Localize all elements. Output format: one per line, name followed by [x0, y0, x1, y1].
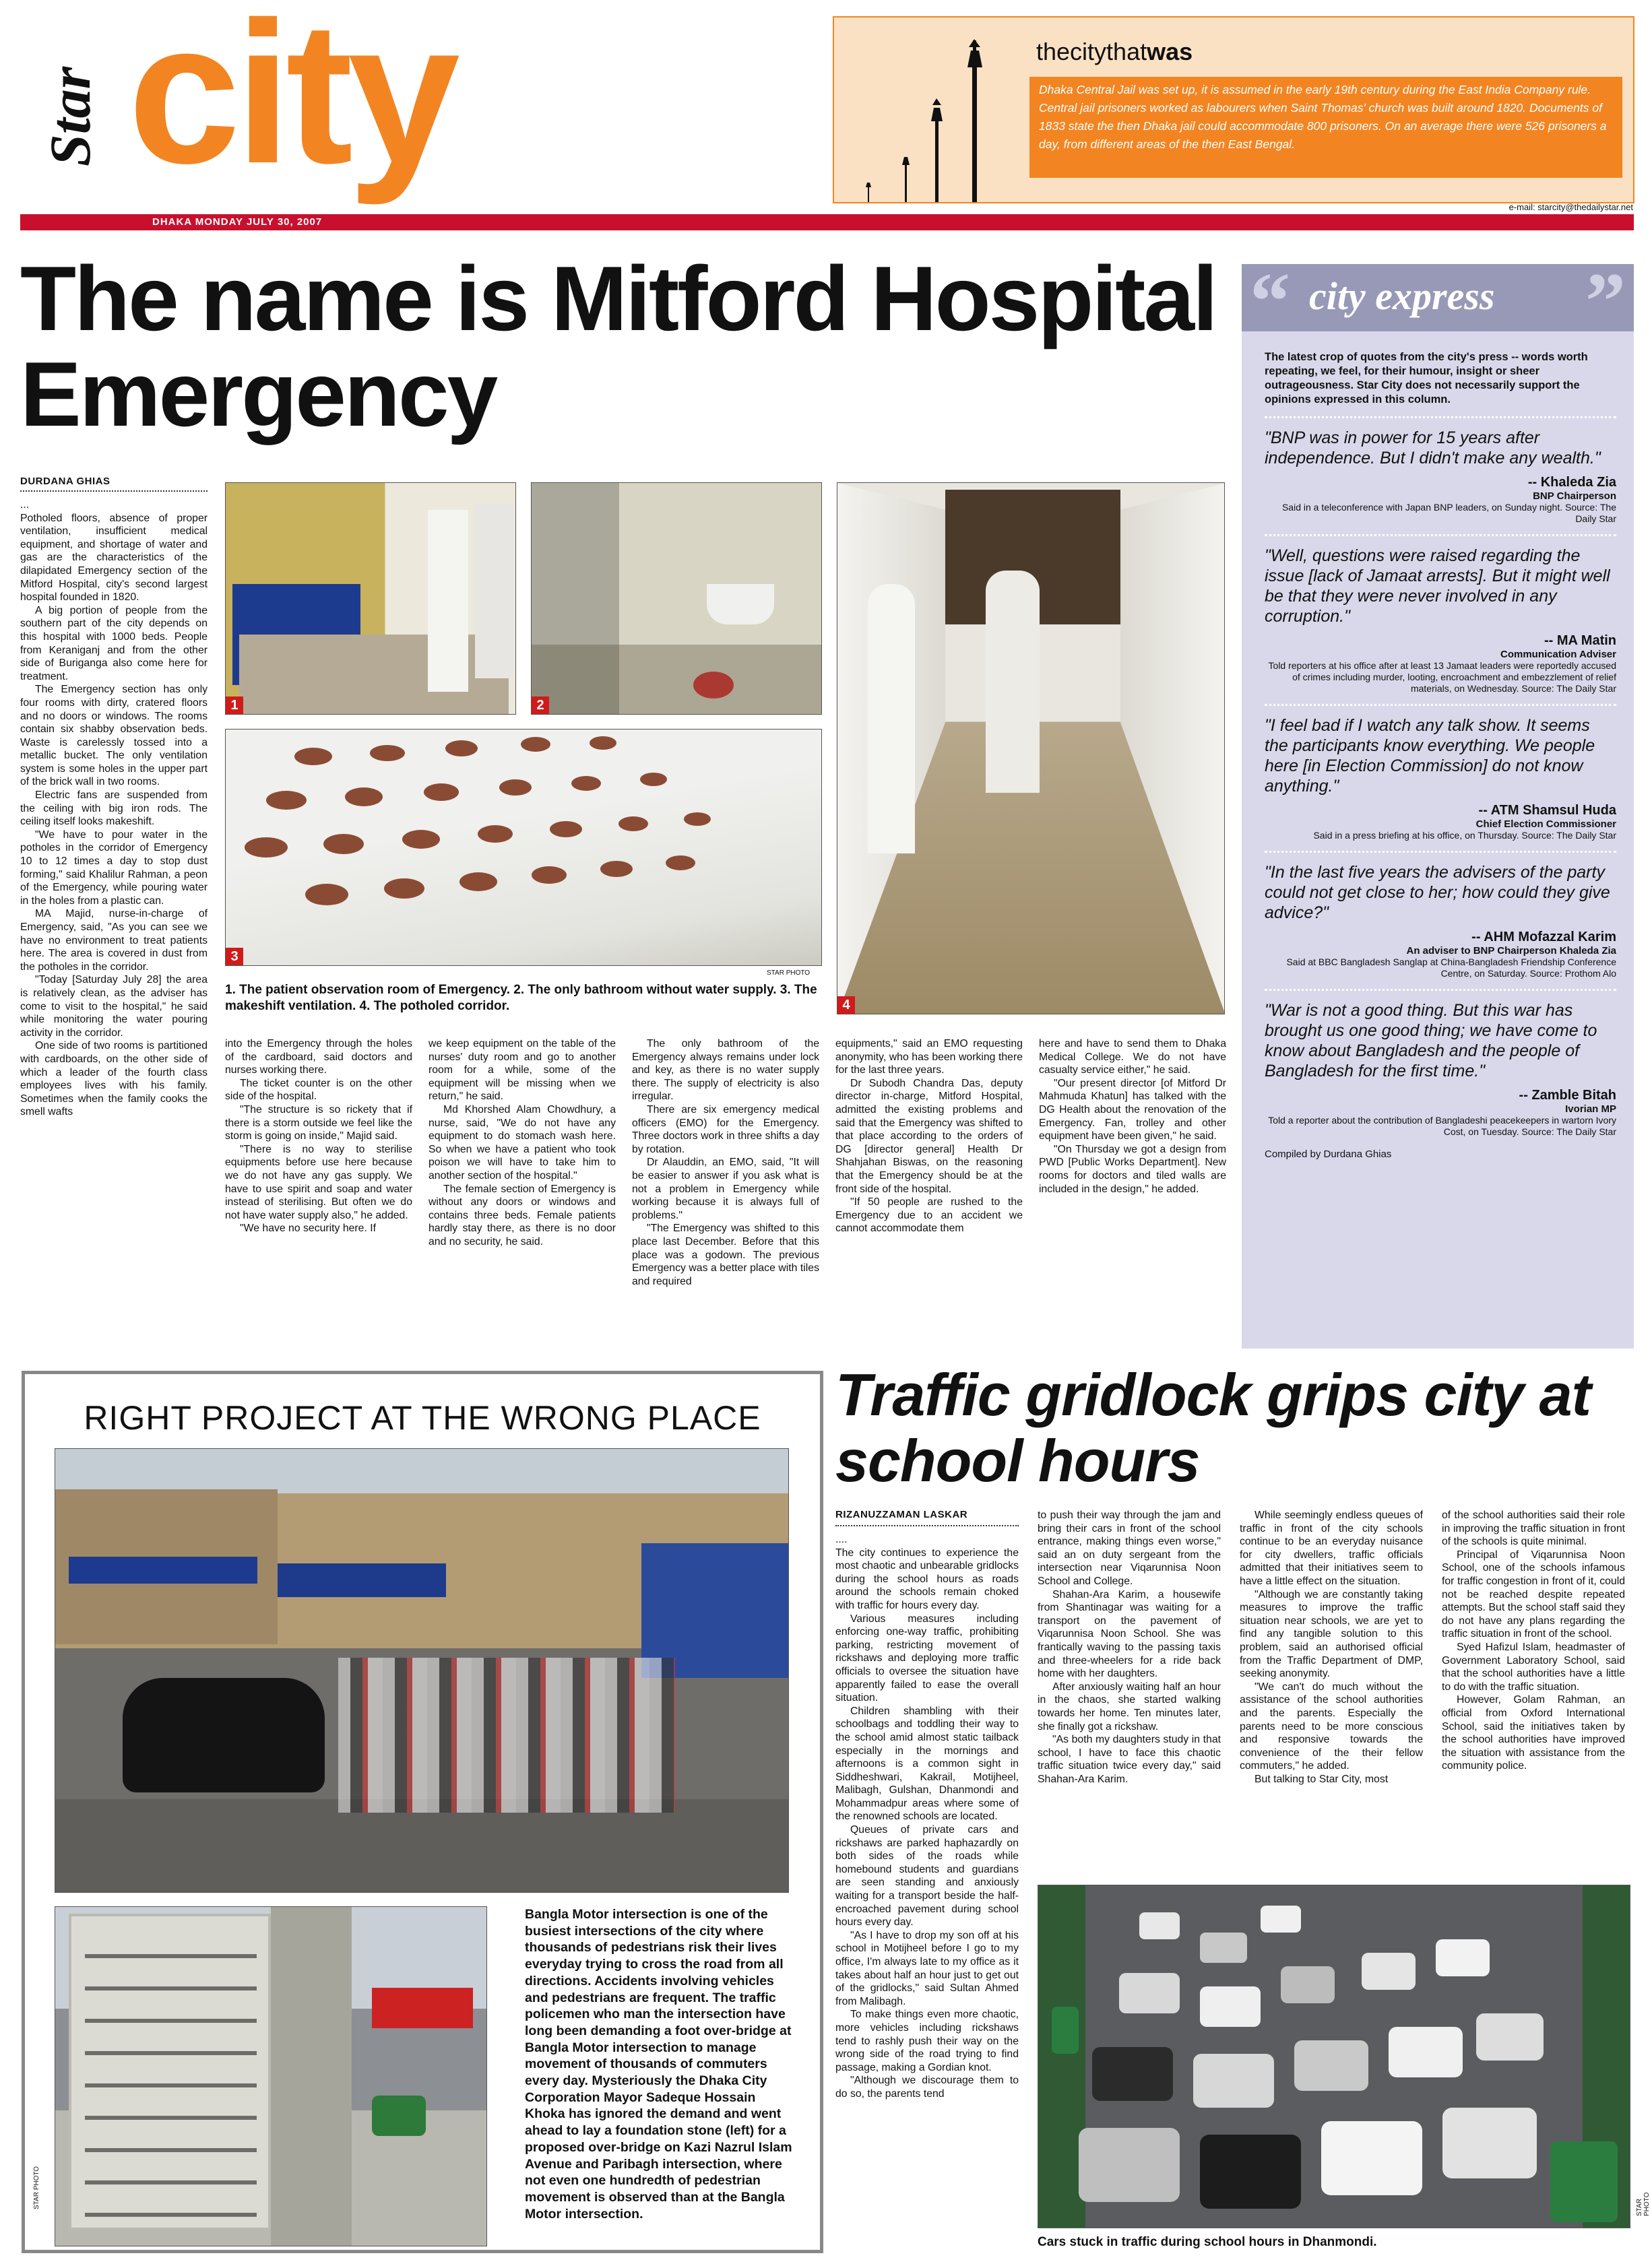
- quote-4: "In the last five years the advisers of the party could not get close to her; how could they give advice?" -- AHM Mofazzal Karim An adviser to BNP Chairperson Khaleda Zia Said at BBC Bangladesh Sanglap at China-Bangladesh Friendship Conference Centre, on Saturday. Source: Prothom Alo: [1265, 863, 1616, 979]
- city-express-panel: [1242, 256, 1634, 1349]
- traffic-headline: Traffic gridlock grips city at school hours: [835, 1361, 1591, 1494]
- traffic-photo-credit: STAR PHOTO: [1636, 2192, 1651, 2216]
- traffic-byline: RIZANUZZAMAN LASKAR: [835, 1509, 968, 1520]
- quote-3: "I feel bad if I watch any talk show. It seems the participants know everything. We people here [in Election Commission] do not know anything." -- ATM Shamsul Huda Chief Election Commissioner Said in a press briefing at his office, on Thursday. Source: The Daily Star: [1265, 716, 1616, 841]
- photo-bangla-motor: [55, 1448, 789, 1893]
- contact-email[interactable]: e-mail: starcity@thedailystar.net: [1508, 202, 1633, 212]
- photo-dhanmondi-traffic: [1038, 1885, 1630, 2228]
- project-caption: Bangla Motor intersection is one of the busiest intersections of the city where thousands of pedestrians risk their lives everyday trying to cross the road from all directions. Accidents involving vehicles and pedestrians are frequent. The traffic policemen who man the intersection have long been demanding a foot over-bridge at Bangla Motor intersection to manage movement of thousands of commuters every day. Mysteriously the Dhaka City Corporation Mayor Sadeque Hossain Khoka has ignored the demand and went ahead to lay a foundation stone (left) for a proposed over-bridge on Kazi Nazrul Islam Avenue and Paribagh intersection, where not even one hundredth of pedestrian movement is observed than at the Bangla Motor intersection.: [525, 1907, 792, 2222]
- compiled-by: Compiled by Durdana Ghias: [1265, 1148, 1392, 1160]
- project-title: RIGHT PROJECT AT THE WRONG PLACE: [84, 1399, 761, 1437]
- section-title-city: city: [128, 0, 455, 205]
- photo-foundation-stone: [55, 1906, 487, 2246]
- lead-column-1: ... Potholed floors, absence of proper ventilation, insufficient medical equipment, and shortage of water and gas are the characteristics of the dilapidated Emergency section of the Mitford Hospital, city's second largest hospital founded in 1820. A big portion of people from the southern part of the city depends on this hospital with 1000 beds. People from Keraniganj and from the other side of Buriganga also come here for treatment. The Emergency section has only four rooms with dirty, cratered floors and no doors or windows. The rooms contain six shabby observation beds. Waste is carelessly tossed into a metallic bucket. The only ventilation system is some holes in the upper part of the brick wall in two rooms. Electric fans are suspended from the ceiling with big iron rods. The ceiling itself looks makeshift. "We have to pour water in the potholes in the corridor of Emergency 10 to 12 times a day to stop dust forming," said Khalilur Rahman, a peon of the Emergency, while pouring water in the holes from a plastic can. MA Majid, nurse-in-charge of Emergency, said, "As you can see we have no environment to treat patients here. The area is covered in dust from the potholes in the corridor. "Today [Saturday July 28] the area is relatively clean, as the adviser has come to visit to the hospital," he said while monitoring the water pouring activity in the corridor. One side of two rooms is partitioned with cardboards, on the other side of which a leader of the fourth class employees lives with his family. Sometimes when the family cooks the smell wafts: [20, 499, 208, 1118]
- lead-column-4: The only bathroom of the Emergency always remains under lock and key, as there is no water supply there. The supply of electricity is also irregular. There are six emergency medical officers (EMO) for the Emergency. Three doctors work in three shifts a day by rotation. Dr Alauddin, an EMO, said, "It will be easier to answer if you ask what is not a problem in Emergency while working because it is always full of problems." "The Emergency was shifted to this place last December. Before that this place was a godown. The previous Emergency was a better place with tiles and required: [632, 1038, 819, 1287]
- city-that-was-text: Dhaka Central Jail was set up, it is assumed in the early 19th century during the East India Company rule. Central jail prisoners worked as labourers when Saint Thomas' church was built around 1820. Documents of 1833 state the then Dhaka jail could accommodate 800 prisoners. On an average there were 526 prisoners a day, from different areas of the then East Bengal.: [1029, 77, 1622, 178]
- traffic-column-2: to push their way through the jam and bring their cars in front of the school entrance, making things even worse," said an on duty sergeant from the intersection near Viqarunnisa Noon School and College. Shahan-Ara Karim, a housewife from Shantinagar was waiting for a transport on the pavement of Viqarunnisa Noon School. She was frantically waving to the passing taxis and three-wheelers for a ride back home with her daughters. After anxiously waiting half an hour in the chaos, she started walking towards her home. Ten minutes later, she finally got a rickshaw. "As both my daughters study in that school, I have to face this chaotic traffic situation twice every day," said Shahan-Ara Karim.: [1038, 1510, 1221, 1785]
- photo-bathroom: 2: [531, 482, 822, 715]
- quote-close-icon: ”: [1585, 256, 1626, 346]
- quote-2: "Well, questions were raised regarding the issue [lack of Jamaat arrests]. But it might well be that they were never involved in any corruption." -- MA Matin Communication Adviser Told reporters at his office after at least 13 Jamaat leaders were reportedly accused of crimes including murder, looting, encroachment and embezzlement of relief materials, on Wednesday. Source: The Daily Star: [1265, 546, 1616, 694]
- lead-column-5: equipments," said an EMO requesting anonymity, who has been working there for the last three years. Dr Subodh Chandra Das, deputy director in-charge, Mitford Hospital, admitted the existing problems and said that the Emergency was shifted to that place according to the orders of DG [director general] Health Dr Shahjahan Biswas, on the reasoning that the Emergency should be at the front side of the hospital. "If 50 people are rushed to the Emergency due to an accident we cannot accommodate them: [835, 1038, 1023, 1235]
- dateline-bar: [20, 214, 1634, 230]
- traffic-column-1: .... The city continues to experience the most chaotic and unbearable gridlocks during the school hours as roads around the schools remain choked with traffic for hours every day. Various measures including enforcing one-way traffic, prohibiting parking, restricting movement of rickshaws and deploying more traffic officials to oversee the situation have apparently failed to ease the overall situation. Children shambling with their schoolbags and toddling their way to the school amid almost static tailback especially in the mornings and afternoons is a common sight in Siddheshwari, Kakrail, Motijheel, Malibagh, Gulshan, Dhanmondi and Mohammadpur areas where some of the renowned schools are located. Queues of private cars and rickshaws are parked haphazardly on both sides of the roads while homebound students and guardians are seen standing and anxiously waiting for a transport beside the half-encroached pavement during school hours every day. "As I have to drop my son off at his school in Motijheel before I go to my office, I'm always late to my office as it takes about half an hour just to get out of the gridlocks," said Sultan Ahmed from Malibagh. To make things even more chaotic, more vehicles including rickshaws tend to rashly push their way on the wrong side of the road trying to find passage, making a Gordian knot. "Although we discourage them to do so, the parents tend: [835, 1534, 1019, 2100]
- lead-photo-caption: 1. The patient observation room of Emergency. 2. The only bathroom without water supply. 3. The makeshift ventilation. 4. The potholed corridor.: [225, 983, 817, 1013]
- project-box: [22, 1371, 823, 2253]
- city-express-intro: The latest crop of quotes from the city's press -- words worth repeating, we feel, for their humour, insight or sheer outrageousness. Star City does not necessarily support the opinions expressed in this column.: [1265, 351, 1588, 406]
- traffic-photo-caption: Cars stuck in traffic during school hours in Dhanmondi.: [1038, 2235, 1377, 2249]
- lead-column-6: here and have to send them to Dhaka Medical College. We do not have casualty service either," he said. "Our present director [of Mitford Dr Mahmuda Khatun] has talked with the DG Health about the renovation of the Emergency. Fan, trolley and other equipment have been given," he said. "On Thursday we got a design from PWD [Public Works Department]. New rooms for doctors and tiled walls are included in the design," he added.: [1039, 1038, 1226, 1195]
- brand-star: Star: [38, 66, 102, 167]
- traffic-column-3: While seemingly endless queues of traffic in front of the city schools continue to be an everyday nuisance for city dwellers, traffic officials admitted that their initiatives seem to have a little effect on the situation. "Although we are constantly taking measures to improve the traffic situation near schools, we are yet to find any tangible solution to this problem, said an authorised official from the Traffic Department of DMP, seeking anonymity. "We can't do much without the assistance of the school authorities and the parents. Especially the parents need to be more conscious and responsive towards the convenience of the their fellow commuters," he added. But talking to Star City, most: [1240, 1510, 1423, 1785]
- lead-column-2: into the Emergency through the holes of the cardboard, said doctors and nurses working there. The ticket counter is on the other side of the hospital. "The structure is so rickety that if there is a storm outside we feel like the storm is going on inside," Majid said. "There is no way to sterilise equipments before use here because we do not have any gas supply. We have to use spirit and soap and water instead of sterilising. But often we do not have water supply also," he added. "We have no security here. If: [225, 1038, 412, 1235]
- quote-open-icon: “: [1250, 256, 1290, 346]
- quote-5: "War is not a good thing. But this war has brought us one good thing; we have come to know about Bangladesh and the people of Bangladesh for the first time." -- Zamble Bitah Ivorian MP Told a reporter about the contribution of Bangladeshi peacekeepers in wartorn Ivory Cost, on Tuesday. Source: The Daily Star: [1265, 1001, 1616, 1137]
- city-that-was-box: [833, 16, 1634, 203]
- lead-photo-credit: STAR PHOTO: [767, 969, 811, 977]
- photo-potholed-corridor: 4: [837, 482, 1225, 1014]
- quote-1: "BNP was in power for 15 years after independence. But I didn't make any wealth." -- Khaleda Zia BNP Chairperson Said in a teleconference with Japan BNP leaders, on Sunday night. Source: The Daily Star: [1265, 428, 1616, 524]
- lead-byline: DURDANA GHIAS: [20, 476, 110, 487]
- city-express-header: “ city express ”: [1242, 264, 1634, 331]
- traffic-column-4: of the school authorities said their role in improving the traffic situation in front of the schools is quite minimal. Principal of Viqarunnisa Noon School, one of the schools infamous for traffic congestion in front of it, could not be reached despite repeated attempts. But the school staff said they do not have any plans regarding the traffic situation in front of the school. Syed Hafizul Islam, headmaster of Government Laboratory School, said that the school authorities have a little to do with the traffic situation. However, Golam Rahman, an official from Oxford International School, said the initiatives taken by the school authorities have improved the situation with assistance from the community police.: [1442, 1510, 1625, 1772]
- traffic-byline-rule: [835, 1525, 1019, 1526]
- street-lamp-icon: [841, 20, 996, 202]
- lead-headline: The name is Mitford Hospital Emergency: [20, 247, 1216, 445]
- project-photo-credit: STAR PHOTO: [33, 2166, 40, 2209]
- photo-ventilation: 3: [225, 729, 822, 966]
- city-that-was-title: thecitythatwas: [1036, 38, 1193, 65]
- photo-observation-room: 1: [225, 482, 516, 715]
- byline-rule: [20, 490, 208, 492]
- dateline: DHAKA MONDAY JULY 30, 2007: [152, 216, 323, 228]
- lead-column-3: we keep equipment on the table of the nurses' duty room and go to another room for a while, some of the equipment will be missing when we return," he said. Md Khorshed Alam Chowdhury, a nurse, said, "We do not have any equipment to do stomach wash here. So when we have a patient who took poison we will have to take him to another section of the hospital." The female section of Emergency is without any doors or windows and contains three beds. Female patients hardly stay there, as there is no door and no security, he said.: [428, 1038, 616, 1248]
